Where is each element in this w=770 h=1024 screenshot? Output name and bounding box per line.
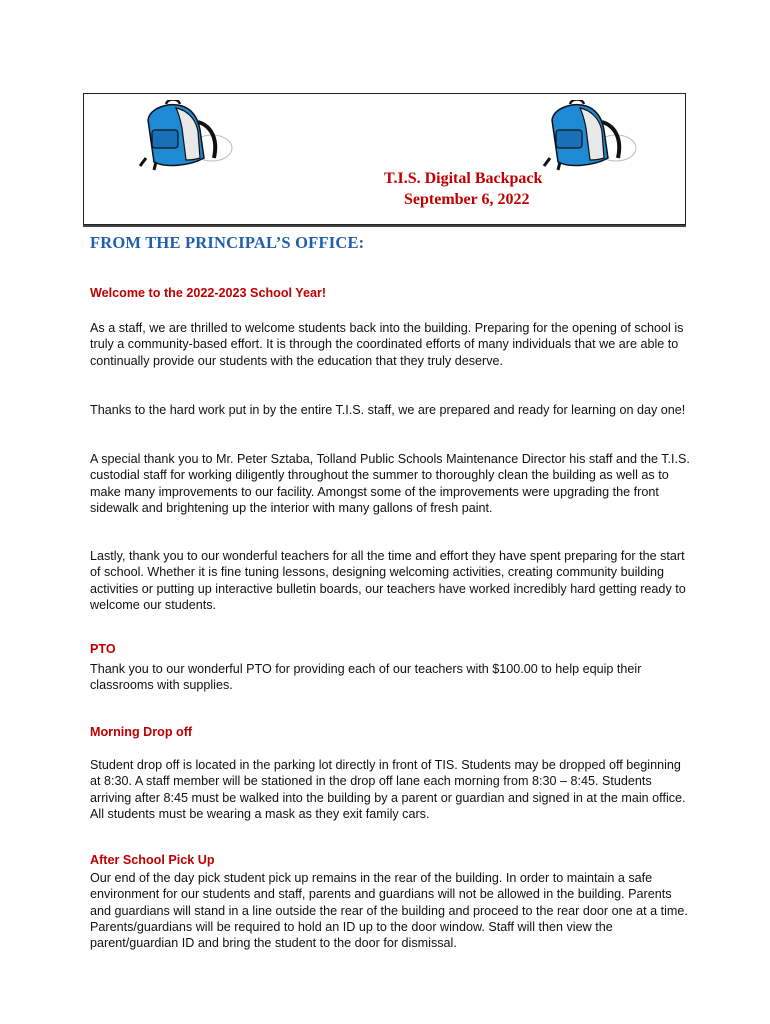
dropoff-heading: Morning Drop off <box>90 725 193 739</box>
paragraph: Thanks to the hard work put in by the entire T.I.S. staff, we are prepared and ready for learning on day one! <box>90 403 686 417</box>
paragraph: A special thank you to Mr. Peter Sztaba, Tolland Public Schools Maintenance Director his staff and the T.I.S. custodial staff for working diligently throughout the summer to thoroughly clean the building as well as to make many improvements to our facility. Amongst some of the improvements were upgrading the front sidewalk and brightening up the interior with many gallons of fresh paint. <box>90 452 690 515</box>
pickup-heading: After School Pick Up <box>90 853 215 867</box>
welcome-heading: Welcome to the 2022-2023 School Year! <box>90 286 327 300</box>
dropoff-text: Student drop off is located in the parking lot directly in front of TIS. Students may be dropped off beginning at 8:30. A staff member will be stationed in the drop off lane each morning from 8:30 – 8:45. Students arriving after 8:45 must be walked into the building by a parent or guardian and signed in at the main office. All students must be wearing a mask as they exit family cars. <box>90 758 686 821</box>
pto-heading: PTO <box>90 642 116 656</box>
newsletter-name: T.I.S. Digital Backpack <box>384 170 543 187</box>
backpack-icon <box>120 100 235 172</box>
newsletter-date: September 6, 2022 <box>404 191 530 208</box>
section-heading-principal: FROM THE PRINCIPAL’S OFFICE: <box>90 233 365 252</box>
backpack-icon <box>524 100 639 172</box>
paragraph: Lastly, thank you to our wonderful teachers for all the time and effort they have spent preparing for the start of school. Whether it is fine tuning lessons, designing welcoming activities, creating community building activities or putting up interactive bulletin boards, our teachers have worked incredibly hard getting ready to welcome our students. <box>90 549 686 612</box>
newsletter-title <box>84 168 685 210</box>
pto-text: Thank you to our wonderful PTO for providing each of our teachers with $100.00 to help equip their classrooms with supplies. <box>90 662 642 693</box>
header-banner <box>83 93 686 225</box>
pickup-text: Our end of the day pick student pick up remains in the rear of the building. In order to maintain a safe environment for our students and staff, parents and guardians will not be allowed in the building. Parents and guardians will stand in a line outside the rear of the building and proceed to the rear door one at a time. Parents/guardians will be required to hold an ID up to the door window. Staff will then view the parent/guardian ID and bring the student to the door for dismissal. <box>90 871 688 951</box>
paragraph: As a staff, we are thrilled to welcome students back into the building. Preparing for the opening of school is truly a community-based effort. It is through the coordinated efforts of many individuals that we are able to continually provide our students with the education that they truly deserve. <box>90 321 684 368</box>
